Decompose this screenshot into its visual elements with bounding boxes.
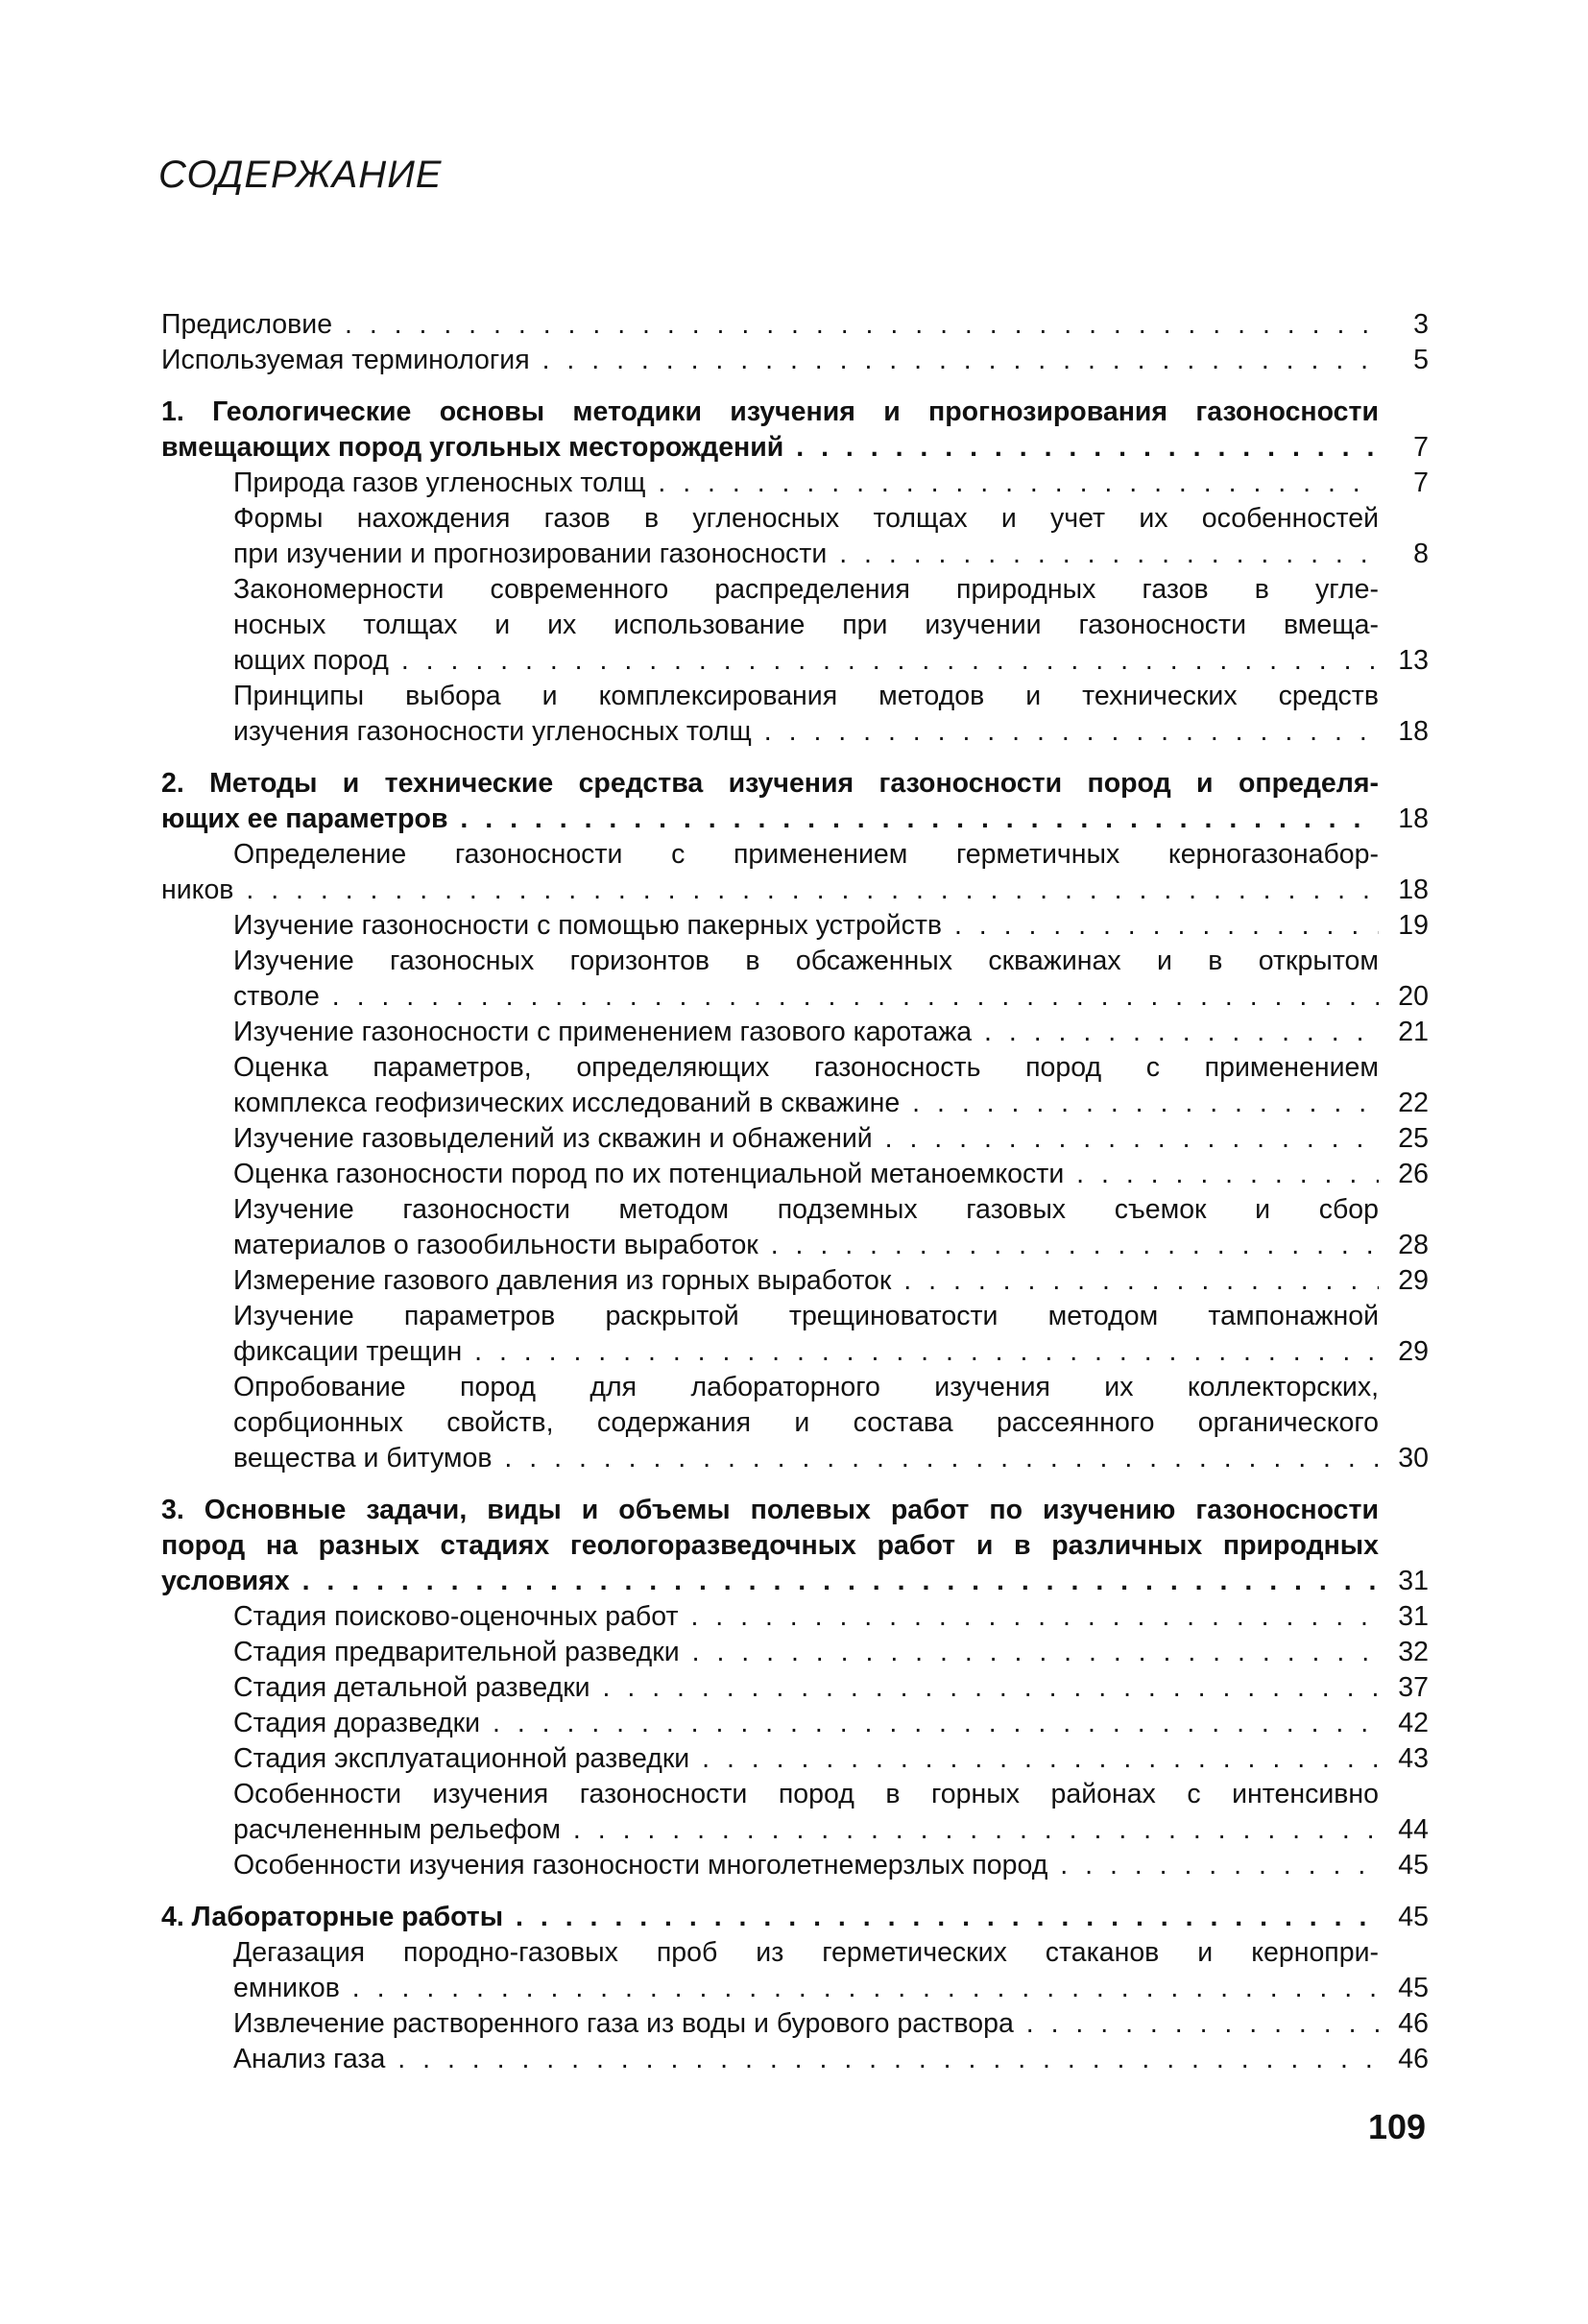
toc-entry-line: Оценка параметров, определяющих газоносность пород с применением: [233, 1052, 1379, 1083]
toc-entry[interactable]: [233, 1741, 1429, 1777]
toc-entry[interactable]: [161, 837, 1429, 908]
toc-entry-line: Изучение газоносности методом подземных газовых съемок и сбор: [233, 1194, 1379, 1225]
toc-entry-line: 2. Методы и технические средства изучения газоносности пород и определя-: [161, 768, 1379, 799]
toc-entry-title: [161, 1493, 1379, 1599]
toc-entry-page: 7: [1413, 432, 1429, 463]
toc-entry-page: 46: [1398, 2044, 1429, 2074]
toc-entry-page: 37: [1398, 1672, 1429, 1703]
toc-entry[interactable]: [233, 572, 1429, 679]
toc-entry-title: [233, 1299, 1379, 1370]
toc-entry-page: 31: [1398, 1601, 1429, 1632]
toc-entry-page: 44: [1398, 1814, 1429, 1845]
toc-entry-label: Предисловие: [161, 309, 333, 340]
toc-entry[interactable]: [233, 1670, 1429, 1706]
toc-entry-label: Используемая терминология: [161, 345, 530, 375]
toc-entry[interactable]: [233, 1121, 1429, 1157]
toc-entry-page: 18: [1398, 803, 1429, 834]
toc-entry-page: 45: [1398, 1850, 1429, 1881]
toc-entry-title: [161, 766, 1379, 837]
toc-entry-label: ющих ее параметров: [161, 803, 448, 834]
toc-entry-label: материалов о газообильности выработок: [233, 1230, 758, 1260]
toc-entry-label: изучения газоносности угленосных толщ: [233, 716, 752, 747]
toc-entry[interactable]: [233, 944, 1429, 1015]
toc-entry[interactable]: [233, 908, 1429, 944]
toc-entry[interactable]: [233, 1299, 1429, 1370]
toc-entry[interactable]: [233, 1370, 1429, 1476]
toc-entry-page: 5: [1413, 345, 1429, 375]
toc-entry-title: [161, 307, 1379, 343]
toc-entry-title: [161, 837, 1379, 908]
toc-entry-label: Стадия детальной разведки: [233, 1672, 590, 1703]
toc-entry-page: 45: [1398, 1973, 1429, 2003]
toc-entry-label: Оценка газоносности пород по их потенциальной метаноемкости: [233, 1159, 1065, 1189]
toc-entry-label: Изучение газовыделений из скважин и обнажений: [233, 1123, 873, 1154]
toc-entry-page: 28: [1398, 1230, 1429, 1260]
toc-entry[interactable]: [233, 1157, 1429, 1192]
toc-entry-title: [161, 395, 1379, 466]
toc-entry-title: [233, 466, 1379, 501]
toc-entry-page: 8: [1413, 539, 1429, 569]
toc-entry-title: [233, 1370, 1379, 1476]
toc-entry-page: 46: [1398, 2008, 1429, 2039]
toc-entry-title: [233, 1050, 1379, 1121]
toc-entry[interactable]: [233, 1777, 1429, 1848]
toc-entry-line: Формы нахождения газов в угленосных толщах и учет их особенностей: [233, 503, 1379, 534]
toc-entry-label: вещества и битумов: [233, 1443, 493, 1473]
toc-entry-page: 19: [1398, 910, 1429, 941]
page-number: 109: [1368, 2107, 1427, 2146]
toc-entry-label: при изучении и прогнозировании газоносности: [233, 539, 828, 569]
toc-entry-page: 30: [1398, 1443, 1429, 1473]
toc-entry[interactable]: [233, 1263, 1429, 1299]
toc-entry-line: Изучение газоносных горизонтов в обсаженных скважинах и в открытом: [233, 946, 1379, 976]
toc-entry-label: Природа газов угленосных толщ: [233, 467, 646, 498]
toc-entry-title: [233, 501, 1379, 572]
toc-entry-title: [233, 1192, 1379, 1263]
toc-entry-title: [233, 1263, 1379, 1299]
toc-entry-page: 45: [1398, 1902, 1429, 1932]
toc-entry-label: Стадия доразведки: [233, 1708, 481, 1738]
toc-entry[interactable]: [233, 501, 1429, 572]
toc-entry-title: [233, 2042, 1379, 2077]
toc-entry[interactable]: [233, 1599, 1429, 1635]
toc-entry-label: Особенности изучения газоносности многолетнемерзлых пород: [233, 1850, 1048, 1881]
toc-entry[interactable]: [233, 1192, 1429, 1263]
toc-entry-page: 32: [1398, 1637, 1429, 1667]
toc-entry-title: [233, 572, 1379, 679]
toc-entry[interactable]: [233, 679, 1429, 750]
toc-entry[interactable]: [161, 766, 1429, 837]
toc-entry-page: 21: [1398, 1017, 1429, 1047]
toc-entry-title: [233, 1157, 1379, 1192]
toc-entry-line: Определение газоносности с применением герметичных керногазонабор-: [233, 839, 1379, 870]
toc-entry[interactable]: [233, 1706, 1429, 1741]
toc-entry-page: 43: [1398, 1743, 1429, 1774]
toc-entry[interactable]: [161, 1900, 1429, 1935]
toc-entry-line: Опробование пород для лабораторного изучения их коллекторских,: [233, 1372, 1379, 1402]
toc-entry[interactable]: [161, 1493, 1429, 1599]
toc-entry-title: [233, 1635, 1379, 1670]
toc-entry-title: [233, 679, 1379, 750]
toc-entry-page: 25: [1398, 1123, 1429, 1154]
toc-entry-line: Дегазация породно-газовых проб из герметических стаканов и кернопри-: [233, 1937, 1379, 1968]
toc-entry-page: 31: [1398, 1566, 1429, 1596]
toc-entry[interactable]: [161, 307, 1429, 343]
toc-entry-page: 7: [1413, 467, 1429, 498]
toc-entry-label: Стадия эксплуатационной разведки: [233, 1743, 690, 1774]
toc-entry-title: [233, 1935, 1379, 2006]
toc-entry-line: Изучение параметров раскрытой трещиноватости методом тампонажной: [233, 1301, 1379, 1331]
toc-entry-label: Стадия предварительной разведки: [233, 1637, 680, 1667]
toc-entry-page: 18: [1398, 716, 1429, 747]
toc-entry-title: [233, 1848, 1379, 1883]
toc-entry-label: условиях: [161, 1566, 290, 1596]
toc-entry-label: Изучение газоносности с применением газового каротажа: [233, 1017, 973, 1047]
toc-entry-title: [233, 944, 1379, 1015]
toc-entry[interactable]: [233, 2042, 1429, 2077]
toc-entry[interactable]: [233, 1635, 1429, 1670]
toc-entry-label: Анализ газа: [233, 2044, 386, 2074]
toc-entry-label: Измерение газового давления из горных выработок: [233, 1265, 892, 1296]
toc-entry-label: вмещающих пород угольных месторождений: [161, 432, 784, 463]
toc-entry-label: ников: [161, 874, 234, 905]
toc-entry-title: [233, 2006, 1379, 2042]
toc-entry-title: [233, 1670, 1379, 1706]
toc-entry-page: 13: [1398, 645, 1429, 676]
toc-entry[interactable]: [161, 343, 1429, 378]
toc-entry-line: пород на разных стадиях геологоразведочных работ и в различных природных: [161, 1530, 1379, 1561]
toc-entry-title: [233, 1121, 1379, 1157]
toc-entry-title: [233, 1777, 1379, 1848]
toc-entry-page: 3: [1413, 309, 1429, 340]
toc-entry-label: ющих пород: [233, 645, 389, 676]
toc-entry-page: 42: [1398, 1708, 1429, 1738]
toc-entry-title: [161, 1900, 1379, 1935]
toc-entry-label: емников: [233, 1973, 340, 2003]
toc-entry-line: 3. Основные задачи, виды и объемы полевых работ по изучению газоносности: [161, 1495, 1379, 1525]
toc-entry-line: Закономерности современного распределения природных газов в угле-: [233, 574, 1379, 605]
toc-entry-label: комплекса геофизических исследований в скважине: [233, 1088, 901, 1118]
toc-entry-label: стволе: [233, 981, 320, 1012]
toc-entry-page: 29: [1398, 1265, 1429, 1296]
toc-entry-label: Изучение газоносности с помощью пакерных устройств: [233, 910, 943, 941]
toc-entry-page: 18: [1398, 874, 1429, 905]
page-title: СОДЕРЖАНИЕ: [158, 154, 443, 196]
toc-entry[interactable]: [233, 2006, 1429, 2042]
toc-entry-label: фиксации трещин: [233, 1336, 463, 1367]
toc-entry-page: 20: [1398, 981, 1429, 1012]
toc-entry-line: сорбционных свойств, содержания и состава рассеянного органического: [233, 1407, 1379, 1438]
toc-entry-label: Извлечение растворенного газа из воды и бурового раствора: [233, 2008, 1014, 2039]
toc-entry-title: [233, 1015, 1379, 1050]
toc-entry-page: 26: [1398, 1159, 1429, 1189]
toc-entry-line: Принципы выбора и комплексирования методов и технических средств: [233, 681, 1379, 711]
toc-entry-title: [161, 343, 1379, 378]
toc-entry-line: носных толщах и их использование при изучении газоносности вмеща-: [233, 610, 1379, 640]
toc-entry-title: [233, 1599, 1379, 1635]
toc-entry-page: 22: [1398, 1088, 1429, 1118]
toc-entry-page: 29: [1398, 1336, 1429, 1367]
toc-entry-title: [233, 1741, 1379, 1777]
toc-entry-line: Особенности изучения газоносности пород в горных районах с интенсивно: [233, 1779, 1379, 1809]
toc-entry[interactable]: [233, 1050, 1429, 1121]
toc-entry[interactable]: [161, 395, 1429, 466]
toc-entry-label: 4. Лабораторные работы: [161, 1902, 504, 1932]
toc-entry-label: Стадия поисково-оценочных работ: [233, 1601, 679, 1632]
toc-entry[interactable]: [233, 1015, 1429, 1050]
toc-entry[interactable]: [233, 1848, 1429, 1883]
toc-entry-title: [233, 1706, 1379, 1741]
toc-entry[interactable]: [233, 1935, 1429, 2006]
toc-entry-title: [233, 908, 1379, 944]
table-of-contents: [161, 307, 1429, 2077]
toc-entry-label: расчлененным рельефом: [233, 1814, 561, 1845]
toc-entry-line: 1. Геологические основы методики изучения и прогнозирования газоносности: [161, 396, 1379, 427]
toc-entry[interactable]: [233, 466, 1429, 501]
